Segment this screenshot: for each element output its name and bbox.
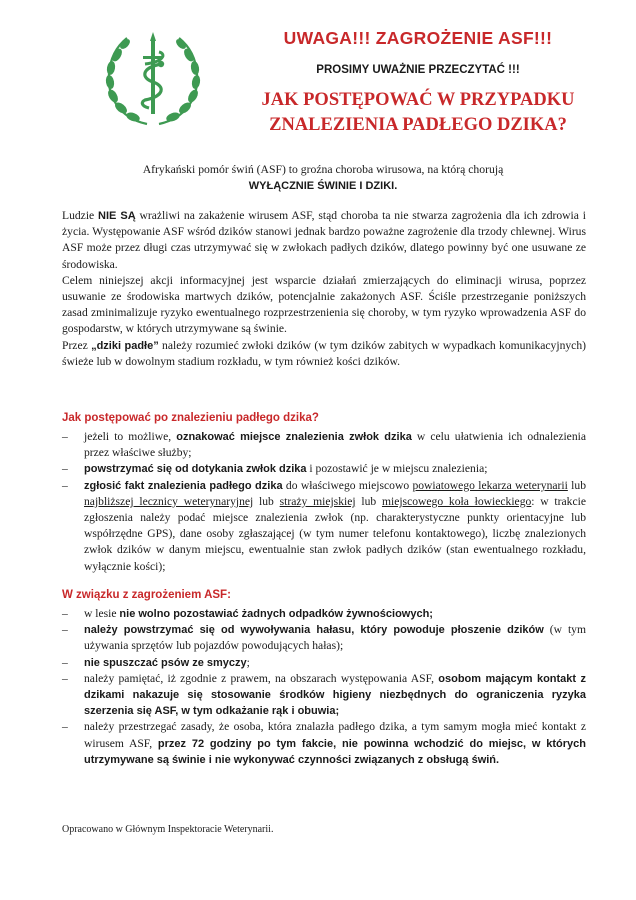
dash-bullet-icon: – [62, 462, 68, 476]
list-item [62, 429, 586, 461]
text-span: i pozostawić je w miejscu znalezienia; [306, 462, 488, 476]
intro-line-2: WYŁĄCZNIE ŚWINIE I DZIKI. [248, 180, 398, 192]
text-span: lub [567, 478, 586, 492]
dash-bullet-icon: – [62, 623, 68, 637]
title-line-1: JAK POSTĘPOWAĆ W PRZYPADKU [261, 90, 575, 110]
dash-bullet-icon: – [62, 607, 68, 620]
contact-city-guard: straży miejskiej [279, 494, 356, 508]
text-span: należy przestrzegać zasady, że osoba, która znalazła padłego dzika, a tym samym mogła mieć kontakt z wirusem ASF, [84, 720, 586, 750]
body-paragraph-2: Celem niniejszej akcji informacyjnej jest wsparcie działań zmierzających do eliminacji wirusa, poprzez usuwanie ze środowiska martwych dzików, potencjalnie zakażonych ASF. Ściśle przestrzeganie poniższych zasad zminimalizuje ryzyko ewentualnego rozprzestrzenienia się choroby, w tym ryzyko wprowadzenia ASF do gospodarstw, w których utrzymywane są świnie. [62, 273, 586, 336]
text-span: lub [355, 494, 382, 508]
emphasis-not-susceptible: NIE SĄ [98, 210, 136, 222]
list-item [62, 671, 586, 720]
contact-hunting-club: miejscowego koła łowieckiego [381, 494, 532, 508]
emphasis: powstrzymać się od dotykania zwłok dzika [84, 463, 307, 476]
footer-credit: Opracowano w Głównym Inspektoracie Weterynarii. [62, 824, 274, 835]
dash-bullet-icon: – [62, 671, 68, 685]
dash-bullet-icon: – [62, 478, 68, 492]
text-span: Ludzie [62, 209, 99, 222]
body-text [62, 208, 586, 370]
contact-vet-clinic: najbliższej lecznicy weterynaryjnej [84, 494, 254, 508]
text-span: ; [246, 655, 250, 669]
list-item [62, 478, 586, 575]
intro-paragraph [62, 162, 584, 194]
list-item [62, 606, 586, 622]
text-span: Przez [62, 338, 92, 352]
body-paragraph-1 [62, 208, 586, 273]
list-item [62, 655, 586, 671]
list-item [62, 719, 586, 768]
veterinary-logo-icon [101, 26, 205, 130]
emphasis: oznakować miejsce znalezienia zwłok dzika [176, 431, 412, 443]
emphasis: osobom mającym kontakt z dzikami nakazuje się stosowanie środków higieny niezbędnych do ograniczenia ryzyka szerzenia się ASF, w tym odkażanie rąk i obuwia; [84, 672, 587, 718]
text-span: : w trakcie zgłoszenia należy podać miejsce znalezienia zwłok (np. charakterystyczne punkty orientacyjne lub współrzędne GPS), dane osoby zgłaszającej (w tym numer telefonu kontaktowego), liczbę znalezionych zwłok dzików w danym miejscu, ewentualnie stan zwłok padłych dzików (stan ewentualnego rozkładu, wyłącznie kości); [84, 494, 586, 573]
text-span: należy rozumieć zwłoki dzików (w tym dzików zabitych w wypadkach komunikacyjnych) świeże lub w dowolnym stadium rozkładu, w tym również kości dzików. [62, 338, 586, 368]
emphasis: przez 72 godziny po tym fakcie, nie powinna wchodzić do miejsc, w których utrzymywane są świnie i nie wykonywać czynności związanych z obsługą świń. [84, 737, 586, 766]
warning-heading: UWAGA!!! ZAGROŻENIE ASF!!! [283, 28, 553, 48]
emphasis: zgłosić fakt znalezienia padłego dzika [84, 479, 283, 492]
emphasis: nie wolno pozostawiać żadnych odpadków żywnościowych; [119, 608, 433, 620]
list-item [62, 622, 586, 654]
dash-bullet-icon: – [62, 655, 68, 669]
section-heading-what-to-do: Jak postępować po znalezieniu padłego dzika? [62, 412, 319, 424]
text-span: jeżeli to możliwe, [84, 430, 177, 443]
text-span: do właściwego miejscowo [282, 478, 413, 492]
dash-bullet-icon: – [62, 720, 68, 734]
emphasis-dead-boars: „dziki padłe” [91, 339, 159, 352]
page-title [215, 88, 621, 138]
text-span: (w tym używania sprzętów lub pojazdów powodujących hałas); [84, 623, 586, 653]
text-span: wrażliwi na zakażenie wirusem ASF, stąd choroba ta nie stwarza zagrożenia dla ich zdrowia i życia. Występowanie ASF wśród dzików stanowi jednak bardzo poważne zagrożenie dla trzody chlewnej. Wirus ASF może przez długi czas utrzymywać się w zwłokach padłych dzików, dlatego powinny być one usuwane ze środowiska. [62, 209, 586, 271]
title-line-2: ZNALEZIENIA PADŁEGO DZIKA? [269, 115, 567, 135]
body-paragraph-3 [62, 338, 586, 370]
list-item [62, 461, 586, 477]
intro-line-1: Afrykański pomór świń (ASF) to groźna choroba wirusowa, na którą chorują [142, 163, 504, 176]
list-asf-rules [62, 606, 586, 768]
section-heading-asf-threat: W związku z zagrożeniem ASF: [62, 589, 231, 601]
emphasis: należy powstrzymać się od wywoływania hałasu, który powoduje płoszenie dzików [84, 624, 544, 637]
text-span: lub [253, 494, 280, 508]
please-read-notice: PROSIMY UWAŻNIE PRZECZYTAĆ !!! [316, 64, 520, 76]
text-span: w celu ułatwienia ich odnalezienia przez właściwe służby; [84, 430, 586, 460]
text-span: w lesie [84, 607, 120, 620]
text-span: należy pamiętać, iż zgodnie z prawem, na obszarach występowania ASF, [84, 671, 439, 685]
contact-vet-officer: powiatowego lekarza weterynarii [412, 478, 568, 492]
emphasis: nie spuszczać psów ze smyczy [84, 656, 247, 669]
dash-bullet-icon: – [62, 430, 68, 443]
list-what-to-do [62, 429, 586, 575]
